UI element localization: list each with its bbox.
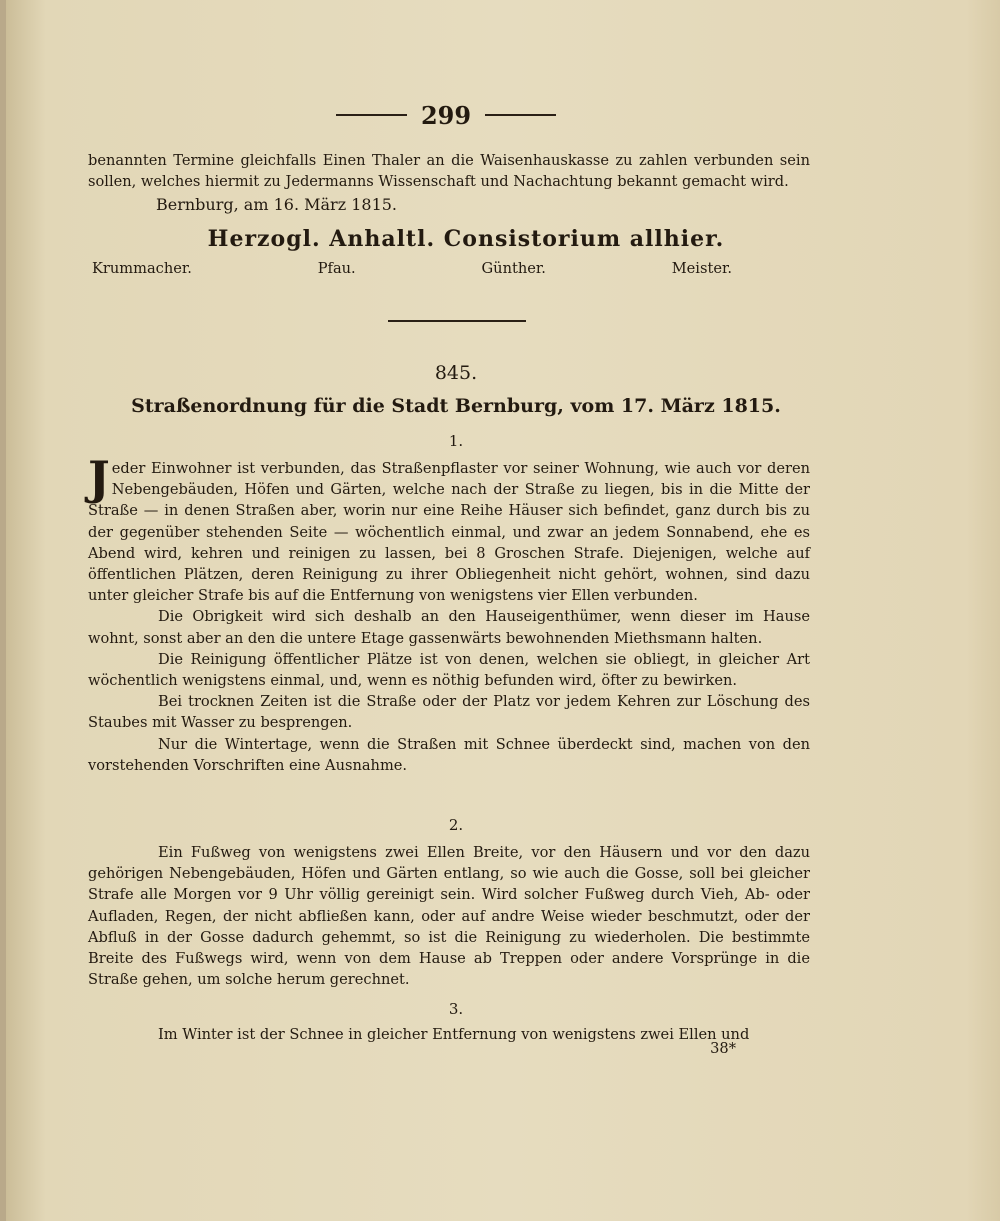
place-date: Bernburg, am 16. März 1815.: [156, 195, 398, 214]
header-rule-right: [485, 114, 556, 116]
signer-name: Pfau.: [317, 260, 356, 277]
section-number: 1.: [448, 432, 464, 450]
page-header: [336, 98, 556, 132]
paragraph-text: eder Einwohner ist verbunden, das Straßenpflaster vor seiner Wohnung, wie auch vor deren Nebengebäuden, Höfen und Gärten, welche nach der Straße zu liegen, bis in die Mitte der Straße — in denen Straßen aber, worin nur eine Reihe Häuser sich befindet, ganz durch bis zu der gegenüber stehenden Seite — wöchentlich einmal, und zwar an jedem Sonnabend, ehe es Abend wird, kehren und reinigen zu lassen, bei 8 Groschen Strafe. Diejenigen, welche auf öffentlichen Plätzen, deren Reinigung zu ihrer Obliegenheit nicht gehört, wohnen, sind dazu unter gleicher Strafe bis auf die Entfernung von wenigstens vier Ellen verbunden.: [88, 460, 810, 605]
section-1-body: [88, 451, 810, 776]
section-paragraph: [88, 451, 810, 606]
document-number: 845.: [434, 362, 478, 384]
signer-name: Günther.: [481, 260, 546, 277]
authority-line: Herzogl. Anhaltl. Consistorium allhier.: [207, 226, 725, 252]
intro-text: benannten Termine gleichfalls Einen Thaler an die Waisenhauskasse zu zahlen verbunden sein sollen, welches hiermit zu Jedermanns Wissenschaft und Nachachtung bekannt gemacht wird.: [88, 152, 810, 191]
section-number: 3.: [448, 1000, 464, 1018]
section-paragraph: Die Reinigung öffentlicher Plätze ist von denen, welchen sie obliegt, in gleicher Art wöchentlich wenigstens einmal, und, wenn es nöthig befunden wird, öfter zu bewirken.: [88, 650, 810, 690]
section-paragraph: Bei trocknen Zeiten ist die Straße oder der Platz vor jedem Kehren zur Löschung des Staubes mit Wasser zu besprengen.: [88, 693, 810, 732]
signature-mark: 38*: [710, 1040, 736, 1057]
signer-name: Krummacher.: [92, 260, 192, 277]
header-rule-left: [336, 114, 407, 116]
section-number: 2.: [448, 816, 464, 834]
section-paragraph: Die Obrigkeit wird sich deshalb an den Hauseigenthümer, wenn dieser im Hause wohnt, sonst aber an den die untere Etage gassenwärts bewohnenden Miethsmann halten.: [88, 608, 810, 647]
signer-name: Meister.: [671, 260, 732, 277]
section-2-body: [88, 842, 810, 990]
intro-paragraph: [88, 150, 810, 192]
section-paragraph: Nur die Wintertage, wenn die Straßen mit Schnee überdeckt sind, machen von den vorstehenden Vorschriften eine Ausnahme.: [88, 735, 810, 774]
signers-row: [92, 260, 732, 277]
drop-cap: J: [88, 451, 110, 505]
document-title: Straßenordnung für die Stadt Bernburg, vom 17. März 1815.: [131, 395, 781, 417]
page-number: 299: [420, 100, 472, 130]
section-divider: [388, 320, 526, 322]
section-paragraph: Ein Fußweg von wenigstens zwei Ellen Breite, vor den Häusern und vor den dazu gehörigen Nebengebäuden, Höfen und Gärten entlang, so wie auch die Gosse, soll bei gleicher Strafe alle Morgen vor 9 Uhr völlig gereinigt sein. Wird solcher Fußweg durch Vieh, Ab- oder Aufladen, Regen, der nicht abfließen kann, oder auf andre Weise wieder beschmutzt, oder der Abfluß in der Gosse dadurch gehemmt, so ist die Reinigung zu wiederholen. Die bestimmte Breite des Fußwegs wird, wenn von dem Hause ab Treppen oder andere Vorsprünge in die Straße gehen, um solche herum gerechnet.: [88, 844, 810, 989]
section-paragraph: Im Winter ist der Schnee in gleicher Entfernung von wenigstens zwei Ellen und: [158, 1026, 750, 1043]
